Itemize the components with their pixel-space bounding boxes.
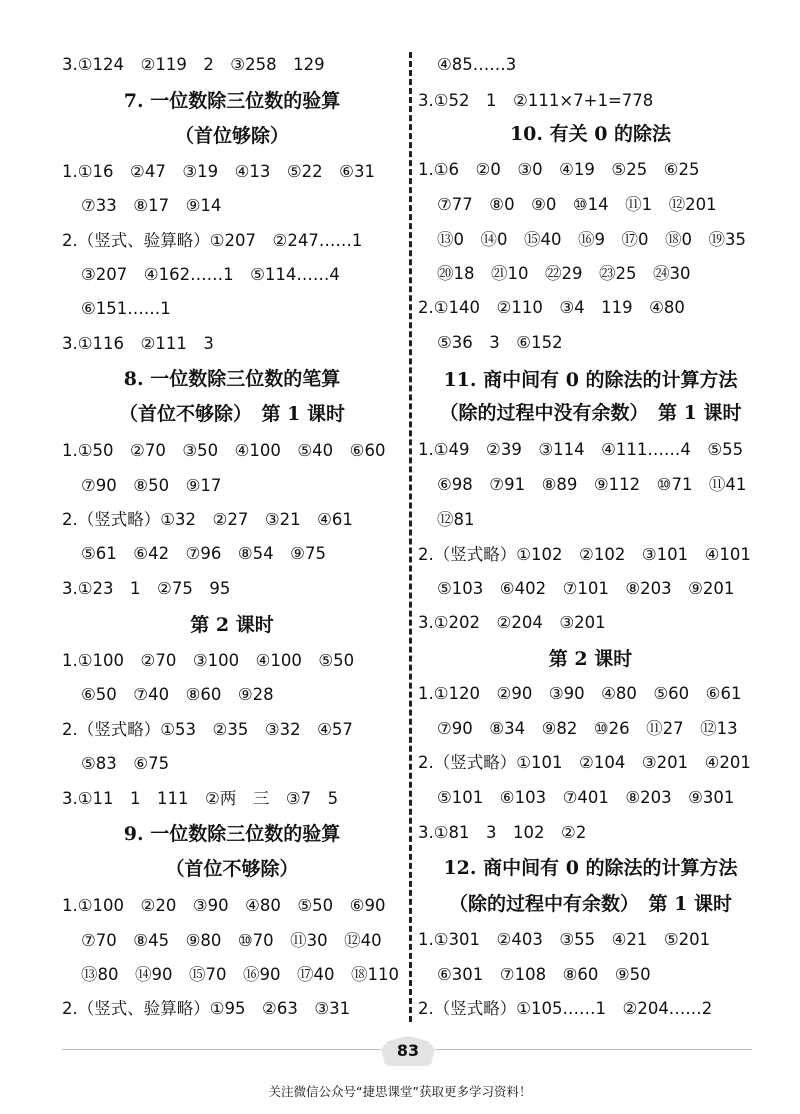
answer-line: 3.①116 ②111 3: [62, 334, 214, 353]
page-number: 83: [396, 1041, 420, 1060]
answer-line: 3.①81 3 102 ②2: [418, 823, 587, 842]
answer-line: 3.①23 1 ②75 95: [62, 579, 231, 598]
section-heading: 12. 商中间有 0 的除法的计算方法: [443, 857, 738, 879]
answer-line: 1.①100 ②70 ③100 ④100 ⑤50: [62, 651, 355, 670]
answer-line: ⑤61 ⑥42 ⑦96 ⑧54 ⑨75: [81, 544, 326, 563]
answer-line: ⑥301 ⑦108 ⑧60 ⑨50: [437, 965, 651, 984]
answer-line: ⑤36 3 ⑥152: [437, 333, 563, 352]
answer-line: 2.（竖式略）①105……1 ②204……2: [418, 999, 713, 1018]
section-heading: （除的过程中没有余数） 第 1 课时: [439, 402, 742, 424]
section-heading: 10. 有关 0 的除法: [509, 123, 672, 145]
section-heading: （首位够除）: [174, 125, 289, 147]
section-heading: 8. 一位数除三位数的笔算: [123, 368, 341, 390]
answer-line: 1.①50 ②70 ③50 ④100 ⑤40 ⑥60: [62, 441, 386, 460]
section-heading: （除的过程中有余数） 第 1 课时: [449, 893, 732, 915]
answer-line: 1.①120 ②90 ③90 ④80 ⑤60 ⑥61: [418, 684, 742, 703]
section-heading: （首位不够除）: [165, 858, 299, 880]
column-divider: [409, 52, 412, 1022]
answer-line: 3.①11 1 111 ②两 三 ③7 5: [62, 789, 339, 808]
footer-note: 关注微信公众号“捷思课堂”获取更多学习资料！: [268, 1084, 532, 1099]
answer-line: 3.①52 1 ②111×7+1=778: [418, 91, 654, 110]
answer-line: ⑦90 ⑧50 ⑨17: [81, 476, 222, 495]
answer-line: ⑫81: [437, 510, 475, 529]
answer-line: ④85……3: [437, 55, 517, 74]
answer-line: 3.①124 ②119 2 ③258 129: [62, 55, 325, 74]
answer-line: 2.（竖式、验算略）①207 ②247……1: [62, 231, 363, 250]
answer-line: 2.（竖式、验算略）①95 ②63 ③31: [62, 999, 351, 1018]
section-heading: 9. 一位数除三位数的验算: [123, 823, 341, 845]
section-heading: 第 2 课时: [548, 648, 633, 670]
section-heading: 第 2 课时: [190, 614, 274, 636]
answer-line: ⑦77 ⑧0 ⑨0 ⑩14 ⑪1 ⑫201: [437, 195, 717, 214]
answer-line: 2.①140 ②110 ③4 119 ④80: [418, 298, 685, 317]
section-heading: （首位不够除） 第 1 课时: [119, 403, 345, 425]
answer-line: 1.①16 ②47 ③19 ④13 ⑤22 ⑥31: [62, 162, 375, 181]
answer-line: ⑥50 ⑦40 ⑧60 ⑨28: [81, 685, 274, 704]
answer-line: ⑳18 ㉑10 ㉒29 ㉓25 ㉔30: [437, 264, 691, 283]
answer-line: ⑦33 ⑧17 ⑨14: [81, 196, 222, 215]
answer-line: ⑬0 ⑭0 ⑮40 ⑯9 ⑰0 ⑱0 ⑲35: [437, 230, 746, 249]
answer-line: ⑤101 ⑥103 ⑦401 ⑧203 ⑨301: [437, 788, 735, 807]
answer-line: 1.①100 ②20 ③90 ④80 ⑤50 ⑥90: [62, 896, 386, 915]
answer-line: 1.①301 ②403 ③55 ④21 ⑤201: [418, 930, 711, 949]
answer-line: 3.①202 ②204 ③201: [418, 613, 606, 632]
answer-line: 2.（竖式略）①102 ②102 ③101 ④101: [418, 545, 751, 564]
answer-line: 1.①49 ②39 ③114 ④111……4 ⑤55: [418, 440, 744, 459]
answer-line: 2.（竖式略）①32 ②27 ③21 ④61: [62, 510, 353, 529]
answer-line: 2.（竖式略）①53 ②35 ③32 ④57: [62, 720, 353, 739]
answer-line: ⑤103 ⑥402 ⑦101 ⑧203 ⑨201: [437, 579, 735, 598]
answer-line: 1.①6 ②0 ③0 ④19 ⑤25 ⑥25: [418, 160, 700, 179]
answer-line: ⑦70 ⑧45 ⑨80 ⑩70 ⑪30 ⑫40: [81, 931, 382, 950]
section-heading: 11. 商中间有 0 的除法的计算方法: [443, 369, 738, 391]
answer-line: ⑬80 ⑭90 ⑮70 ⑯90 ⑰40 ⑱110: [81, 965, 399, 984]
answer-line: 2.（竖式略）①101 ②104 ③201 ④201: [418, 753, 751, 772]
section-heading: 7. 一位数除三位数的验算: [123, 90, 341, 112]
answer-line: ③207 ④162……1 ⑤114……4: [81, 265, 340, 284]
answer-line: ⑥151……1: [81, 299, 171, 318]
answer-line: ⑦90 ⑧34 ⑨82 ⑩26 ⑪27 ⑫13: [437, 719, 738, 738]
answer-line: ⑥98 ⑦91 ⑧89 ⑨112 ⑩71 ⑪41: [437, 475, 747, 494]
answer-line: ⑤83 ⑥75: [81, 754, 170, 773]
